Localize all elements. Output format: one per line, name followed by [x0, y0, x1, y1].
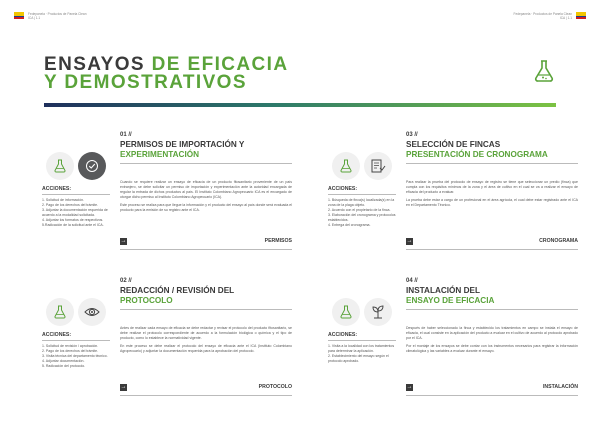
list-item: 3. Elaboración del cronograma y protocolos establecidos.	[328, 213, 396, 222]
list-item: 3. Visita técnica del departamento técnico.	[42, 354, 108, 358]
card-title: REDACCIÓN / REVISIÓN DEL PROTOCOLO	[120, 286, 235, 305]
flask-icon	[46, 152, 74, 180]
actions-heading: ACCIONES:	[42, 186, 72, 192]
header-text-left: Fedepanela · Productos de Panela Clean ICA | 1.1	[28, 12, 87, 20]
card-protocolo	[42, 278, 292, 398]
arrow-right-icon[interactable]: →	[120, 383, 127, 390]
card-footer[interactable]	[120, 382, 292, 392]
actions-heading: ACCIONES:	[328, 186, 358, 192]
colombia-flag-right	[576, 12, 586, 19]
flask-icon	[46, 298, 74, 326]
list-item: 4. Adjuntar documentación.	[42, 359, 85, 363]
flask-icon	[530, 56, 558, 84]
divider	[406, 249, 578, 250]
eye-icon	[78, 298, 106, 326]
actions-heading: ACCIONES:	[42, 332, 72, 338]
actions-list	[328, 344, 400, 364]
list-item: 3. Adjuntar la documentación requerida de acuerdo a la modalidad solicitada.	[42, 208, 108, 217]
arrow-right-icon[interactable]: →	[406, 383, 413, 390]
plant-icon	[364, 298, 392, 326]
card-number: 04 //	[406, 278, 418, 284]
divider	[120, 395, 292, 396]
card-permisos	[42, 132, 292, 252]
divider	[42, 194, 110, 195]
divider	[406, 395, 578, 396]
list-item: 2. Establecimiento del ensayo según el protocolo aprobado.	[328, 354, 389, 363]
divider	[328, 340, 396, 341]
actions-list	[42, 344, 114, 369]
divider	[120, 163, 292, 164]
list-item: 5. Radicación del protocolo.	[42, 364, 86, 368]
divider	[406, 163, 578, 164]
colombia-flag-left	[14, 12, 24, 19]
divider	[120, 249, 292, 250]
flask-icon	[332, 152, 360, 180]
checklist-icon	[364, 152, 392, 180]
actions-heading: ACCIONES:	[328, 332, 358, 338]
card-description: Para realizar la prueba del protocolo de ensayo de registro se tiene que seleccionar un predio (finca) que cumpla con los requisitos mínimos de la zona y el área de cultivo en el cual se va a realizar el ensayo de eficacia del producto a evaluar. La prueba debe estar a cargo de un profesional en el área agrícola, el cual debe estar registrado ante el ICA en el Departamento Técnico.	[406, 180, 578, 207]
card-footer[interactable]	[406, 382, 578, 392]
arrow-right-icon[interactable]: →	[406, 237, 413, 244]
card-description: Antes de realizar cada ensayo de eficacia se debe redactar y revisar el protocolo del producto fitosanitario, se debe realizar el protocolo correspondiente de acuerdo a la formulación biológica o química y el tipo de producto, como lo establece la normatividad vigente. En este proceso se debe realizar el protocolo del ensayo de eficacia ante el ICA (Instituto Colombiano Agropecuario) y adjuntar la documentación requerida para la aprobación del protocolo.	[120, 326, 292, 353]
card-footer[interactable]	[406, 236, 578, 246]
list-item: 5.Radicación de la solicitud ante el ICA.	[42, 223, 104, 227]
list-item: 2. Pago de los derechos del trámite.	[42, 203, 99, 207]
card-footer[interactable]	[120, 236, 292, 246]
actions-list	[42, 198, 114, 228]
header-text-right: Fedepanela · Productos de Panela Clean ICA | 1.1	[513, 12, 572, 20]
arrow-right-icon[interactable]: →	[120, 237, 127, 244]
footer-label[interactable]: CRONOGRAMA	[539, 238, 578, 244]
card-title: SELECCIÓN DE FINCAS PRESENTACIÓN DE CRONOGRAMA	[406, 140, 548, 159]
list-item: 4. Adjuntar los formatos de respectivos.	[42, 218, 104, 222]
flask-icon	[332, 298, 360, 326]
footer-label[interactable]: PERMISOS	[264, 238, 292, 244]
card-instalacion	[328, 278, 578, 398]
card-title: INSTALACIÓN DEL ENSAYO DE EFICACIA	[406, 286, 495, 305]
title-gradient-bar	[44, 103, 556, 107]
divider	[42, 340, 110, 341]
page-title: ENSAYOS DE EFICACIA Y DEMOSTRATIVOS	[44, 54, 289, 93]
card-number: 02 //	[120, 278, 132, 284]
card-number: 01 //	[120, 132, 132, 138]
list-item: 1. Solicitud de revisión / aprobación.	[42, 344, 99, 348]
card-description: Después de haber seleccionado la finca y establecido los tratamientos en campo se instala el ensayo de eficacia, el cual consiste en la aplicación del producto a evaluar en el cultivo de acuerdo al protocolo aprobado por el ICA. Por el montaje de los ensayos se debe contar con los instrumentos necesarios para registrar la información climatológica y las variables a evaluar durante el ensayo.	[406, 326, 578, 353]
list-item: 1. Visita a la localidad con los tratamientos para determinar la aplicación.	[328, 344, 395, 353]
check-circle-icon	[78, 152, 106, 180]
list-item: 1. Búsqueda de finca(s) localizada(s) en la zona de la plaga objeto.	[328, 198, 395, 207]
card-cronograma	[328, 132, 578, 252]
list-item: 4. Entrega del cronograma.	[328, 223, 371, 227]
actions-list	[328, 198, 400, 228]
card-number: 03 //	[406, 132, 418, 138]
divider	[406, 309, 578, 310]
footer-label[interactable]: INSTALACIÓN	[542, 384, 578, 390]
card-title: PERMISOS DE IMPORTACIÓN Y EXPERIMENTACIÓN	[120, 140, 245, 159]
divider	[120, 309, 292, 310]
card-description: Cuando se requiere realizar un ensayo de eficacia de un producto fitosanitario proveniente de un país extranjero, se debe solicitar un permiso de importación y experimentación ante la autoridad encargada de regular la entrada de dichos productos al país. El Instituto Colombiano Agropecuario ICA es el encargado de otorgar dicho permiso al Instituto Colombiano Agropecuario (ICA). Este proceso se realiza para que llegue la información y el producto del ensayo al país donde será evaluada el producto para la emisión de su registro ante el ICA.	[120, 180, 292, 212]
list-item: 2. Acuerdo con el propietario de la finca.	[328, 208, 391, 212]
footer-label[interactable]: PROTOCOLO	[258, 384, 292, 390]
divider	[328, 194, 396, 195]
list-item: 1. Solicitud de información.	[42, 198, 85, 202]
list-item: 2. Pago de los derechos del trámite.	[42, 349, 99, 353]
